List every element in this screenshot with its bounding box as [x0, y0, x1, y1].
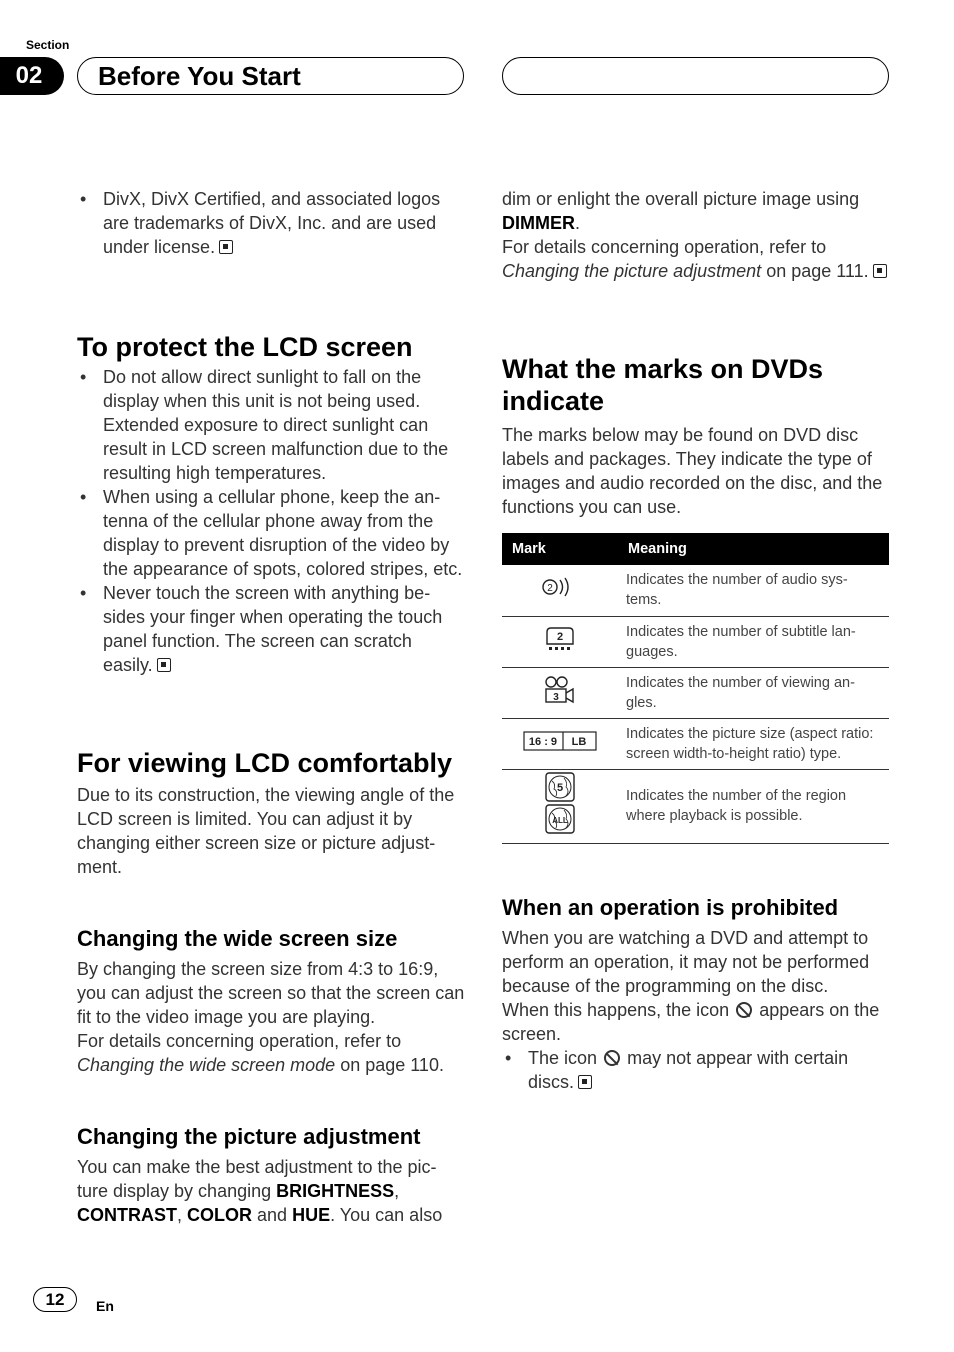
section-title-pill — [77, 57, 464, 95]
picture-adjustment-heading: Changing the picture adjustment — [77, 1124, 421, 1149]
region-icon — [544, 771, 576, 835]
list-item: • Never touch the screen with anything be-sides your finger when operating the touch panel function. The screen can scratch easily. — [77, 581, 465, 677]
list-item: • Do not allow direct sunlight to fall on the display when this unit is not being used. Extended exposure to direct sunlight can result in LCD screen malfunction due to the resulting high temperatures. — [77, 365, 465, 485]
aspect-ratio-text: 16 : 9 — [528, 735, 558, 748]
viewing-angles-number: 3 — [553, 691, 559, 703]
meaning-cell: Indicates the number of viewing an-gles. — [618, 667, 889, 718]
dvd-marks-text: The marks below may be found on DVD disc labels and packages. They indicate the type of images and audio recorded on the disc, and the functions you can use. — [502, 425, 883, 517]
mark-cell — [502, 616, 618, 667]
prohibited-heading: When an operation is prohibited — [502, 894, 839, 920]
audio-systems-number: 2 — [547, 583, 553, 595]
mark-cell — [502, 718, 618, 769]
region-number: 5 — [556, 782, 564, 794]
trademark-list — [77, 187, 465, 259]
prohibited-list — [502, 1046, 890, 1094]
protect-lcd-list — [77, 365, 465, 677]
wide-screen-heading: Changing the wide screen size — [77, 926, 398, 951]
list-item: • The icon may not appear with certain discs. — [502, 1046, 890, 1094]
section-title: Before You Start — [98, 61, 301, 91]
viewing-angles-icon — [542, 675, 578, 705]
left-column — [77, 187, 465, 1227]
meaning-cell: Indicates the number of the region where playback is possible. — [618, 769, 889, 843]
table-header-row — [502, 533, 889, 565]
table-row — [502, 667, 889, 718]
viewing-lcd-heading: For viewing LCD comfortably — [77, 748, 453, 778]
end-of-section-icon — [873, 264, 887, 278]
meaning-cell: Indicates the picture size (aspect ratio: screen width-to-height ratio) type. — [618, 718, 889, 769]
wide-screen-reference: For details concerning operation, refer to Changing the wide screen mode on page 110. — [77, 1031, 444, 1075]
picture-adjustment-reference: For details concerning operation, refer to Changing the picture adjustment on page 111. — [502, 235, 890, 283]
right-column — [502, 187, 890, 1094]
page-number: 12 — [33, 1287, 77, 1312]
section-number-badge: 02 — [0, 57, 64, 95]
table-row — [502, 718, 889, 769]
prohibited-icon — [604, 1050, 620, 1066]
subtitle-languages-icon — [544, 626, 576, 652]
wide-screen-reference-link: Changing the wide screen mode — [77, 1055, 336, 1075]
column-header-mark: Mark — [502, 533, 618, 565]
list-item: • DivX, DivX Certified, and associated logos are trademarks of DivX, Inc. and are used under license. — [77, 187, 465, 259]
mark-cell — [502, 769, 618, 843]
viewing-lcd-text: Due to its construction, the viewing angle of the LCD screen is limited. You can adjust it by changing either screen size or picture adjust-ment. — [77, 785, 455, 877]
mark-cell — [502, 667, 618, 718]
region-all-text: ALL — [552, 816, 568, 825]
end-of-section-icon — [157, 658, 171, 672]
prohibited-text: When you are watching a DVD and attempt to perform an operation, it may not be performed because of the programming on the disc. — [502, 927, 870, 996]
letterbox-text: LB — [571, 735, 587, 748]
wide-screen-text: By changing the screen size from 4:3 to 16:9, you can adjust the screen so that the screen can fit to the video image you are playing. — [77, 959, 465, 1027]
aspect-ratio-icon — [523, 731, 597, 751]
column-header-meaning: Meaning — [618, 533, 889, 565]
dvd-marks-heading: What the marks on DVDs indicate — [502, 354, 824, 416]
list-item: • When using a cellular phone, keep the an-tenna of the cellular phone away from the display to prevent disruption of the video by the appearance of spots, colored stripes, etc. — [77, 485, 465, 581]
prohibited-icon — [736, 1002, 752, 1018]
prohibited-icon-text: When this happens, the icon appears on the screen. — [502, 999, 880, 1044]
end-of-section-icon — [578, 1075, 592, 1089]
picture-adjustment-continued: dim or enlight the overall picture image using DIMMER. — [502, 189, 860, 233]
table-row — [502, 565, 889, 616]
section-label: Section — [26, 38, 70, 52]
table-row — [502, 616, 889, 667]
meaning-cell: Indicates the number of subtitle lan-guages. — [618, 616, 889, 667]
mark-cell — [502, 565, 618, 616]
picture-adjustment-text: You can make the best adjustment to the pic-ture display by changing BRIGHTNESS, CONTRAST, COLOR and HUE. You can also — [77, 1157, 443, 1225]
language-code: En — [96, 1298, 114, 1314]
subtitle-languages-number: 2 — [556, 630, 564, 643]
end-of-section-icon — [219, 240, 233, 254]
header-empty-pill — [502, 57, 889, 95]
protect-lcd-heading: To protect the LCD screen — [77, 332, 413, 362]
dvd-marks-table — [502, 533, 889, 844]
table-row — [502, 769, 889, 843]
meaning-cell: Indicates the number of audio sys-tems. — [618, 565, 889, 616]
audio-systems-icon — [540, 576, 580, 598]
picture-adjustment-reference-link: Changing the picture adjustment — [502, 261, 762, 281]
